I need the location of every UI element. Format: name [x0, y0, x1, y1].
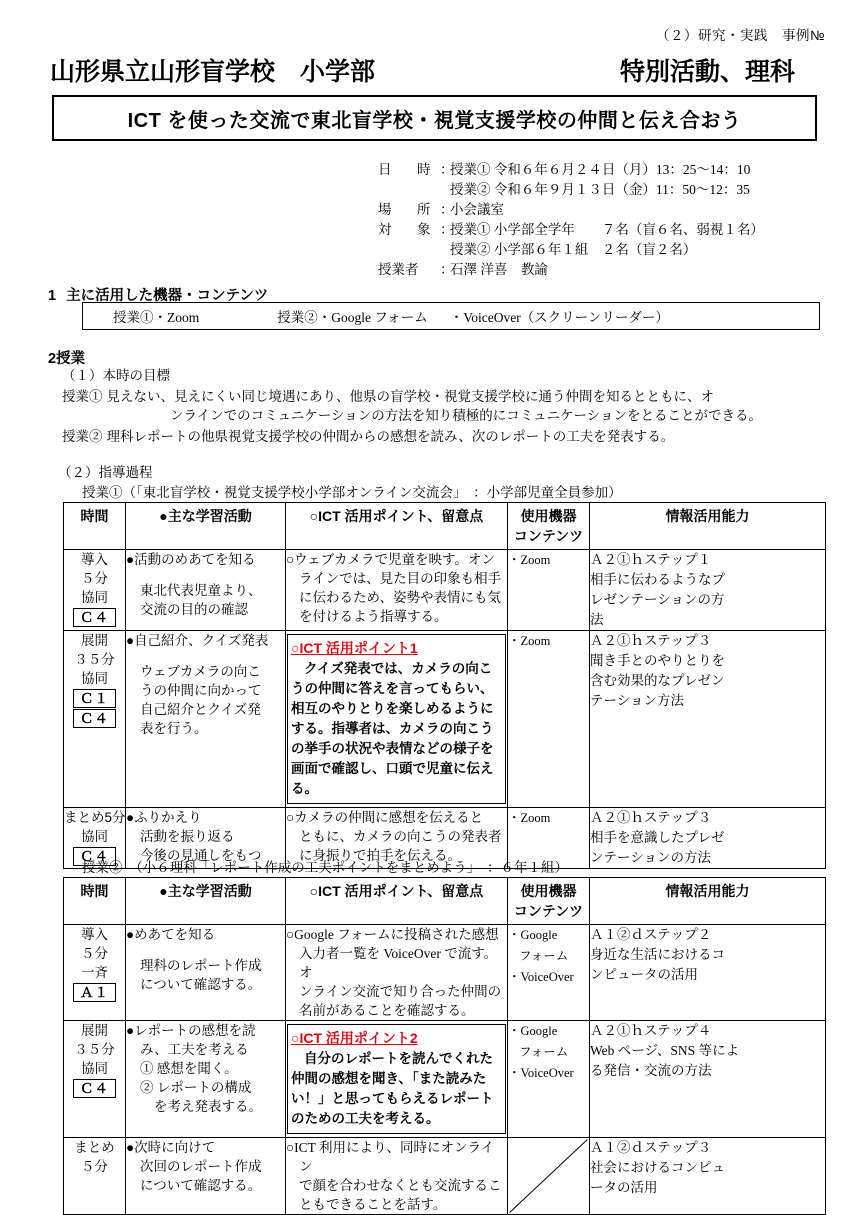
meta-place-value: 小会議室 — [450, 202, 504, 217]
meta-colon: ： — [440, 162, 454, 177]
th-device-line-1: 使用機器 — [520, 883, 577, 899]
cell-ability — [590, 1138, 826, 1215]
meta-date-2 — [378, 180, 764, 200]
th-device-line-2: コンテンツ — [513, 528, 584, 544]
time-line: 協同 — [81, 671, 108, 686]
meta-date — [378, 160, 764, 180]
th-device — [508, 878, 590, 925]
ability-badge-wrap — [64, 846, 125, 866]
meta-place-label: 場 所 — [378, 202, 437, 217]
lesson-meta — [378, 160, 764, 280]
cell-time — [64, 925, 126, 1021]
activity-lead: ●ふりかえり — [126, 810, 202, 825]
time-line: まとめ — [74, 1140, 115, 1155]
meta-target — [378, 220, 764, 240]
ability-code-badge: Ｃ４ — [73, 608, 116, 627]
ability-code-badge: Ｃ４ — [73, 1079, 116, 1098]
ict-line: ○ICT 利用により、同時にオンライン — [286, 1140, 495, 1174]
activity-line: 自己紹介とクイズ発 — [140, 702, 261, 717]
ability-badge-wrap — [64, 607, 125, 627]
case-number: （２）研究・実践 事例№ — [656, 28, 825, 43]
activity-line: 理科のレポート作成 — [140, 958, 262, 973]
time-line: 協同 — [81, 1061, 108, 1076]
cell-device — [508, 808, 590, 869]
ability-line: Ａ２①ｈステップ４ — [590, 1023, 712, 1038]
time-line: 協同 — [81, 590, 108, 605]
ict-line: 名前があることを確認する。 — [299, 1003, 475, 1018]
ability-line: 法 — [590, 612, 604, 627]
ability-line: 身近な生活におけるコ — [590, 947, 725, 962]
ability-badge-wrap — [64, 688, 125, 708]
device-line: ・Zoom — [508, 553, 551, 567]
ability-line: 相手に伝わるようなプ — [590, 572, 725, 587]
activity-line: 表を行う。 — [140, 721, 208, 736]
th-activity: ●主な学習活動 — [126, 503, 286, 550]
activity-line: 東北代表児童より、 — [140, 583, 262, 598]
objective-1-cont — [62, 406, 762, 426]
section-2-number: 2 — [48, 351, 57, 367]
device-line: ・Zoom — [508, 634, 551, 648]
ict-point-body: 自分のレポートを読んでくれた仲間の感想を聞き、「また読みたい！」と思ってもらえるレポートのための工夫を考える。 — [291, 1051, 494, 1126]
school-name: 山形県立山形盲学校 小学部 — [50, 58, 376, 86]
meta-teacher-label: 授業者 — [378, 262, 419, 277]
cell-device — [508, 925, 590, 1021]
ability-line: 相手を意識したプレゼ — [590, 830, 725, 845]
activity-line: を考え発表する。 — [154, 1099, 262, 1114]
ability-line: 社会におけるコンピュ — [590, 1160, 725, 1175]
meta-target-value-1: 授業① 小学部全学年 ７名（盲６名、弱視１名） — [450, 222, 764, 237]
ability-code-badge: Ｃ１ — [73, 689, 116, 708]
ict-line: に身振りで拍手を伝える。 — [299, 848, 461, 863]
activity-spacer — [126, 569, 285, 581]
activity-line: 今後の見通しをもつ — [140, 848, 262, 863]
lesson-title: ICT を使った交流で東北盲学校・視覚支援学校の仲間と伝え合おう — [127, 109, 742, 132]
ict-line: ラインでは、見た目の印象も相手 — [299, 571, 502, 586]
ability-badge-wrap — [64, 1078, 125, 1098]
meta-teacher-value: 石澤 洋喜 教諭 — [450, 262, 548, 277]
cell-ict-point — [286, 550, 508, 631]
time-line: ５分 — [81, 946, 108, 961]
ict-line: で顔を合わせなくとも交流するこ — [299, 1178, 502, 1193]
cell-activity — [126, 631, 286, 808]
ability-line: Ａ１②ｄステップ２ — [590, 927, 712, 942]
time-line: ３５分 — [74, 652, 115, 667]
subject-name: 特別活動、理科 — [619, 58, 795, 86]
time-line: まとめ5分 — [64, 810, 126, 825]
ability-line: 含む効果的なプレゼン — [590, 673, 725, 688]
activity-spacer — [126, 944, 285, 956]
time-line: 一斉 — [81, 965, 108, 980]
activity-line: について確認する。 — [140, 977, 262, 992]
meta-place — [378, 200, 764, 220]
section-2-heading — [48, 347, 85, 368]
time-line: ５分 — [81, 1159, 108, 1174]
activity-lead: ●めあてを知る — [126, 927, 216, 942]
activity-line: 交流の目的の確認 — [140, 602, 248, 617]
device-content-box — [82, 302, 820, 330]
objective-2 — [62, 427, 762, 447]
ability-line: Ａ２①ｈステップ３ — [590, 810, 712, 825]
objectives-block — [62, 366, 762, 446]
ability-line: Ａ１②ｄステップ３ — [590, 1140, 712, 1155]
lesson-2-label: 授業② （小６理科「レポート作成の工夫ポイントをまとめよう」 ：６年１組） — [82, 860, 568, 875]
time-line: 導入 — [81, 552, 108, 567]
activity-lead: ●活動のめあてを知る — [126, 552, 256, 567]
cell-ict-point — [286, 1021, 508, 1138]
device-line: ・Zoom — [508, 811, 551, 825]
device-line: ・Google — [508, 928, 558, 942]
meta-colon: ： — [440, 262, 454, 277]
th-device-line-2: コンテンツ — [513, 903, 584, 919]
time-line: 導入 — [81, 927, 108, 942]
ict-line: ○ウェブカメラで児童を映す。オン — [286, 552, 495, 567]
cell-activity — [126, 808, 286, 869]
table-header-row — [64, 503, 826, 550]
cell-ability — [590, 925, 826, 1021]
th-ict: ○ICT 活用ポイント、留意点 — [286, 878, 508, 925]
device-item-3: ・VoiceOver（スクリーンリーダー） — [449, 310, 669, 325]
cell-time — [64, 808, 126, 869]
ict-line: を付けるよう指導する。 — [299, 609, 448, 624]
objective-1-tag: 授業① — [62, 388, 103, 404]
activity-line: うの仲間に向かって — [140, 683, 262, 698]
cell-activity — [126, 1138, 286, 1215]
cell-ability — [590, 808, 826, 869]
th-time: 時間 — [64, 878, 126, 925]
ict-point-title: ○ICT 活用ポイント2 — [291, 1030, 418, 1046]
th-ability: 情報活用能力 — [590, 503, 826, 550]
objective-2-tag: 授業② — [62, 428, 103, 444]
activity-lead: ●次時に向けて — [126, 1140, 216, 1155]
ability-line: Ａ２①ｈステップ１ — [590, 552, 712, 567]
ability-line: ンテーションの方法 — [590, 850, 711, 865]
ict-point-body: クイズ発表では、カメラの向こうの仲間に答えを言ってもらい、相互のやりとりを楽しめるようにする。指導者は、カメラの向こうの挙手の状況や表情などの様子を画面で確認し、口頭で児童に伝える。 — [291, 661, 494, 796]
activity-line: 活動を振り返る — [140, 829, 235, 844]
meta-target-value-2: 授業② 小学部６年１組 ２名（盲２名） — [450, 242, 697, 257]
cell-device — [508, 1021, 590, 1138]
cell-time — [64, 550, 126, 631]
th-ict: ○ICT 活用ポイント、留意点 — [286, 503, 508, 550]
time-line: 展開 — [81, 1023, 108, 1038]
time-line: ５分 — [81, 571, 108, 586]
objective-1-line-1: 見えない、見えにくい同じ境遇にあり、他県の盲学校・視覚支援学校に通う仲間を知るとともに、オ — [106, 388, 714, 404]
section-1-number: 1 — [48, 288, 57, 304]
ict-line: ンライン交流で知り合った仲間の — [299, 984, 502, 999]
ability-line: る発信・交流の方法 — [590, 1063, 712, 1078]
section-1-title: 主に活用した機器・コンテンツ — [66, 288, 269, 304]
meta-target-2 — [378, 240, 764, 260]
ict-line: ○Google フォームに投稿された感想 — [286, 927, 499, 942]
cell-ict-point — [286, 925, 508, 1021]
table-row — [64, 808, 826, 869]
objective-1-line-2: ンラインでのコミュニケーションの方法を知り積極的にコミュニケーションをとることができる。 — [170, 408, 762, 423]
time-line: ３５分 — [74, 1042, 115, 1057]
activity-line: ウェブカメラの向こ — [140, 664, 261, 679]
table-row — [64, 550, 826, 631]
lesson-plan-table-2 — [63, 877, 826, 1215]
section-2-title: 授業 — [56, 351, 86, 367]
cell-device — [508, 550, 590, 631]
cell-ict-point — [286, 1138, 508, 1215]
ict-line: ○カメラの仲間に感想を伝えると — [286, 810, 484, 825]
activity-line: ② レポートの構成 — [140, 1080, 252, 1095]
meta-date-value-2: 授業② 令和６年９月１３日（金）11：50〜12：35 — [450, 182, 750, 197]
ability-line: ンピュータの活用 — [590, 967, 698, 982]
meta-target-label: 対 象 — [378, 222, 437, 237]
ability-line: Ａ２①ｈステップ３ — [590, 633, 712, 648]
ict-point-title: ○ICT 活用ポイント1 — [291, 640, 418, 656]
device-line: ・Google — [508, 1024, 558, 1038]
school-subject-row — [50, 52, 825, 88]
lesson-1-label: 授業①（「東北盲学校・視覚支援学校小学部オンライン交流会」 ：小学部児童全員参加） — [82, 485, 622, 500]
activity-line: について確認する。 — [140, 1178, 262, 1193]
activity-line: 次回のレポート作成 — [140, 1159, 262, 1174]
time-line: 展開 — [81, 633, 108, 648]
device-item-2: 授業②・Google フォーム — [277, 310, 428, 325]
ability-badge-wrap — [64, 982, 125, 1002]
objective-2-line-1: 理科レポートの他県視覚支援学校の仲間からの感想を読み、次のレポートの工夫を発表する。 — [106, 428, 675, 444]
meta-date-value-1: 授業① 令和６年６月２４日（月）13：25〜14：10 — [450, 162, 751, 177]
cell-ability — [590, 631, 826, 808]
table-row — [64, 925, 826, 1021]
ict-line: 入力者一覧を VoiceOver で流す。オ — [299, 946, 498, 980]
cell-activity — [126, 1021, 286, 1138]
th-device-line-1: 使用機器 — [520, 508, 577, 524]
ict-point-callout — [287, 1024, 506, 1134]
th-time: 時間 — [64, 503, 126, 550]
time-line: 協同 — [81, 829, 108, 844]
activity-spacer — [126, 650, 285, 662]
device-line: ・VoiceOver — [508, 1066, 574, 1080]
device-subline: フォーム — [519, 1045, 569, 1059]
th-ability: 情報活用能力 — [590, 878, 826, 925]
device-line: ・VoiceOver — [508, 970, 574, 984]
cell-device — [508, 631, 590, 808]
process-heading: （２）指導過程 — [58, 465, 153, 480]
meta-date-label: 日 時 — [378, 162, 437, 177]
table-row — [64, 631, 826, 808]
th-activity: ●主な学習活動 — [126, 878, 286, 925]
activity-line: み、工夫を考える — [140, 1042, 249, 1057]
ability-badge-wrap — [64, 708, 125, 728]
meta-teacher — [378, 260, 764, 280]
ability-code-badge: Ｃ４ — [73, 709, 116, 728]
ability-line: 聞き手とのやりとりを — [590, 653, 725, 668]
objectives-heading: （１）本時の目標 — [62, 368, 170, 383]
cell-ict-point — [286, 631, 508, 808]
ict-line: に伝わるため、姿勢や表情にも気 — [299, 590, 501, 605]
lesson-plan-table-1 — [63, 502, 826, 869]
meta-colon: ： — [440, 202, 454, 217]
activity-line: ① 感想を聞く。 — [140, 1061, 238, 1076]
ability-line: Web ページ、SNS 等によ — [590, 1043, 740, 1058]
device-subline: フォーム — [519, 949, 569, 963]
device-item-1: 授業①・Zoom — [113, 310, 200, 325]
cell-time — [64, 631, 126, 808]
ability-line: ータの活用 — [590, 1180, 658, 1195]
diagonal-strike-icon — [508, 1138, 589, 1214]
cell-time — [64, 1138, 126, 1215]
cell-ability — [590, 550, 826, 631]
table-row — [64, 1138, 826, 1215]
ability-code-badge: Ｃ４ — [73, 847, 116, 866]
cell-ability — [590, 1021, 826, 1138]
ability-line: レゼンテーションの方 — [590, 592, 725, 607]
table-2-body — [64, 925, 826, 1215]
table-header-row — [64, 878, 826, 925]
cell-device — [508, 1138, 590, 1215]
ability-code-badge: Ａ１ — [73, 983, 116, 1002]
cell-ict-point — [286, 808, 508, 869]
cell-activity — [126, 550, 286, 631]
lesson-title-box — [52, 95, 817, 141]
ict-point-callout — [287, 634, 506, 804]
ict-line: ともできることを話す。 — [299, 1197, 447, 1212]
th-device — [508, 503, 590, 550]
cell-activity — [126, 925, 286, 1021]
ability-line: テーション方法 — [590, 693, 684, 708]
objective-1 — [62, 387, 762, 407]
table-row — [64, 1021, 826, 1138]
activity-lead: ●自己紹介、クイズ発表 — [126, 633, 269, 648]
ict-line: ともに、カメラの向こうの発表者 — [299, 829, 502, 844]
activity-lead: ●レポートの感想を読 — [126, 1023, 256, 1038]
cell-time — [64, 1021, 126, 1138]
meta-colon: ： — [440, 222, 454, 237]
table-1-body — [64, 550, 826, 869]
